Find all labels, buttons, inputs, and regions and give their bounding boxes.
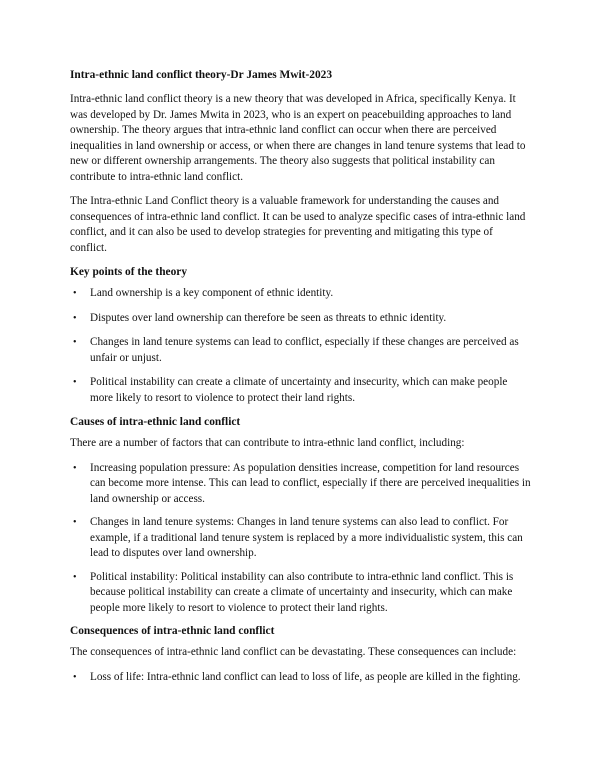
list-item-text: Loss of life: Intra-ethnic land conflict can lead to loss of life, as people are killed in the fighting. [90, 670, 521, 683]
causes-list [70, 461, 532, 617]
list-item-text: Land ownership is a key component of ethnic identity. [90, 287, 334, 299]
list-item-text: Changes in land tenure systems: Changes in land tenure systems can also lead to conflict. For example, if a traditional land tenure system is replaced by a more individualistic system, this can lead to disputes over land ownership. [90, 516, 523, 559]
list-item [70, 286, 532, 302]
key-points-heading: Key points of the theory [70, 266, 188, 278]
list-item [70, 515, 532, 562]
bullet-icon: • [73, 671, 77, 683]
consequences-heading: Consequences of intra-ethnic land conflict [70, 625, 275, 637]
bullet-icon: • [73, 337, 77, 348]
list-item-text: Changes in land tenure systems can lead to conflict, especially if these changes are perceived as unfair or unjust. [90, 336, 519, 364]
intro-paragraph-2: The Intra-ethnic Land Conflict theory is a valuable framework for understanding the causes and consequences of intra-ethnic land conflict. It can be used to analyze specific cases of intra-ethnic land conflict, and it can also be used to develop strategies for preventing and mitigating this type of conflict. [70, 195, 526, 254]
bullet-icon: • [73, 517, 77, 528]
list-item-text: Political instability: Political instability can also contribute to intra-ethnic land conflict. This is because political instability can create a climate of uncertainty and insecurity, which can make people more likely to resort to violence to protect their land rights. [90, 570, 514, 614]
bullet-icon: • [73, 571, 77, 583]
list-item [70, 375, 532, 406]
bullet-icon: • [73, 288, 77, 299]
list-item [70, 670, 532, 686]
document-page [70, 68, 532, 694]
consequences-intro: The consequences of intra-ethnic land conflict can be devastating. These consequences can include: [70, 646, 517, 658]
causes-intro: There are a number of factors that can contribute to intra-ethnic land conflict, including: [70, 437, 465, 449]
intro-paragraph-1: Intra-ethnic land conflict theory is a new theory that was developed in Africa, specifically Kenya. It was developed by Dr. James Mwita in 2023, who is an expert on peacebuilding approaches to land ownership. The theory argues that intra-ethnic land conflict can occur when there are perceived inequalities in land ownership or access, or when there are changes in land tenure systems that lead to new or different ownership arrangements. The theory also suggests that political instability can contribute to intra-ethnic land conflict. [70, 93, 526, 183]
consequences-list [70, 670, 532, 686]
list-item [70, 335, 532, 366]
causes-heading: Causes of intra-ethnic land conflict [70, 416, 241, 428]
key-points-list [70, 286, 532, 406]
document-title: Intra-ethnic land conflict theory-Dr James Mwit-2023 [70, 69, 333, 81]
bullet-icon: • [73, 312, 77, 324]
bullet-icon: • [73, 377, 77, 388]
list-item-text: Political instability can create a climate of uncertainty and insecurity, which can make people more likely to resort to violence to protect their land rights. [90, 376, 508, 404]
list-item [70, 461, 532, 508]
list-item-text: Disputes over land ownership can therefore be seen as threats to ethnic identity. [90, 311, 447, 324]
list-item-text: Increasing population pressure: As population densities increase, competition for land resources can become more intense. This can lead to conflict, especially if there are perceived inequalities in land ownership or access. [90, 461, 531, 505]
list-item [70, 570, 532, 617]
bullet-icon: • [73, 462, 77, 474]
list-item [70, 311, 532, 327]
